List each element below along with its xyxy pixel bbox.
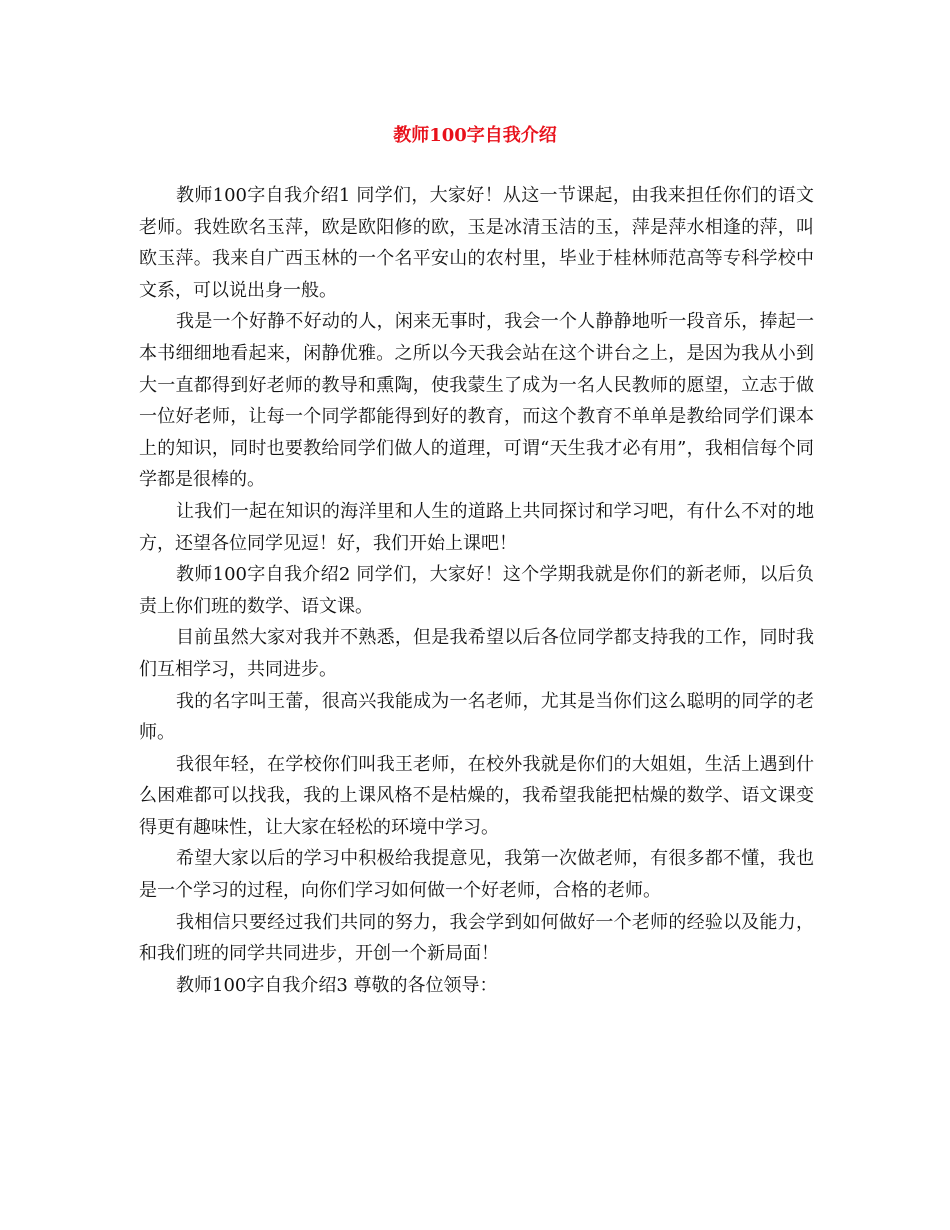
document-body xyxy=(139,180,814,1001)
paragraph-1: 教师100字自我介绍1 同学们，大家好！从这一节课起，由我来担任你们的语文老师。我姓欧名玉萍，欧是欧阳修的欧，玉是冰清玉洁的玉，萍是萍水相逢的萍，叫欧玉萍。我来自广西玉林的一个名平安山的农村里，毕业于桂林师范高等专科学校中文系，可以说出身一般。 xyxy=(139,185,814,301)
paragraph-5: 目前虽然大家对我并不熟悉，但是我希望以后各位同学都支持我的工作，同时我们互相学习，共同进步。 xyxy=(139,627,814,680)
paragraph-8: 希望大家以后的学习中积极给我提意见，我第一次做老师，有很多都不懂，我也是一个学习的过程，向你们学习如何做一个好老师，合格的老师。 xyxy=(139,848,814,902)
paragraph-4: 教师100字自我介绍2 同学们，大家好！这个学期我就是你们的新老师，以后负责上你们班的数学、语文课。 xyxy=(139,564,814,617)
paragraph-10: 教师100字自我介绍3 尊敬的各位领导： xyxy=(176,974,498,996)
paragraph-7: 我很年轻，在学校你们叫我王老师，在校外我就是你们的大姐姐，生活上遇到什么困难都可以找我，我的上课风格不是枯燥的，我希望我能把枯燥的数学、语文课变得更有趣味性，让大家在轻松的环境中学习。 xyxy=(139,753,814,838)
paragraph-2: 我是一个好静不好动的人，闲来无事时，我会一个人静静地听一段音乐，捧起一本书细细地看起来，闲静优雅。之所以今天我会站在这个讲台之上，是因为我从小到大一直都得到好老师的教导和熏陶，使我蒙生了成为一名人民教师的愿望，立志于做一位好老师，让每一个同学都能得到好的教育，而这个教育不单单是教给同学们课本上的知识，同时也要教给同学们做人的道理，可谓“天生我才必有用”，我相信每个同学都是很棒的。 xyxy=(139,311,814,491)
document-title: 教师100字自我介绍 xyxy=(393,125,557,146)
paragraph-3: 让我们一起在知识的海洋里和人生的道路上共同探讨和学习吧，有什么不对的地方，还望各位同学见逗！好，我们开始上课吧！ xyxy=(139,500,814,554)
paragraph-9: 我相信只要经过我们共同的努力，我会学到如何做好一个老师的经验以及能力，和我们班的同学共同进步，开创一个新局面！ xyxy=(139,911,814,965)
paragraph-6: 我的名字叫王蕾，很高兴我能成为一名老师，尤其是当你们这么聪明的同学的老师。 xyxy=(139,690,814,744)
